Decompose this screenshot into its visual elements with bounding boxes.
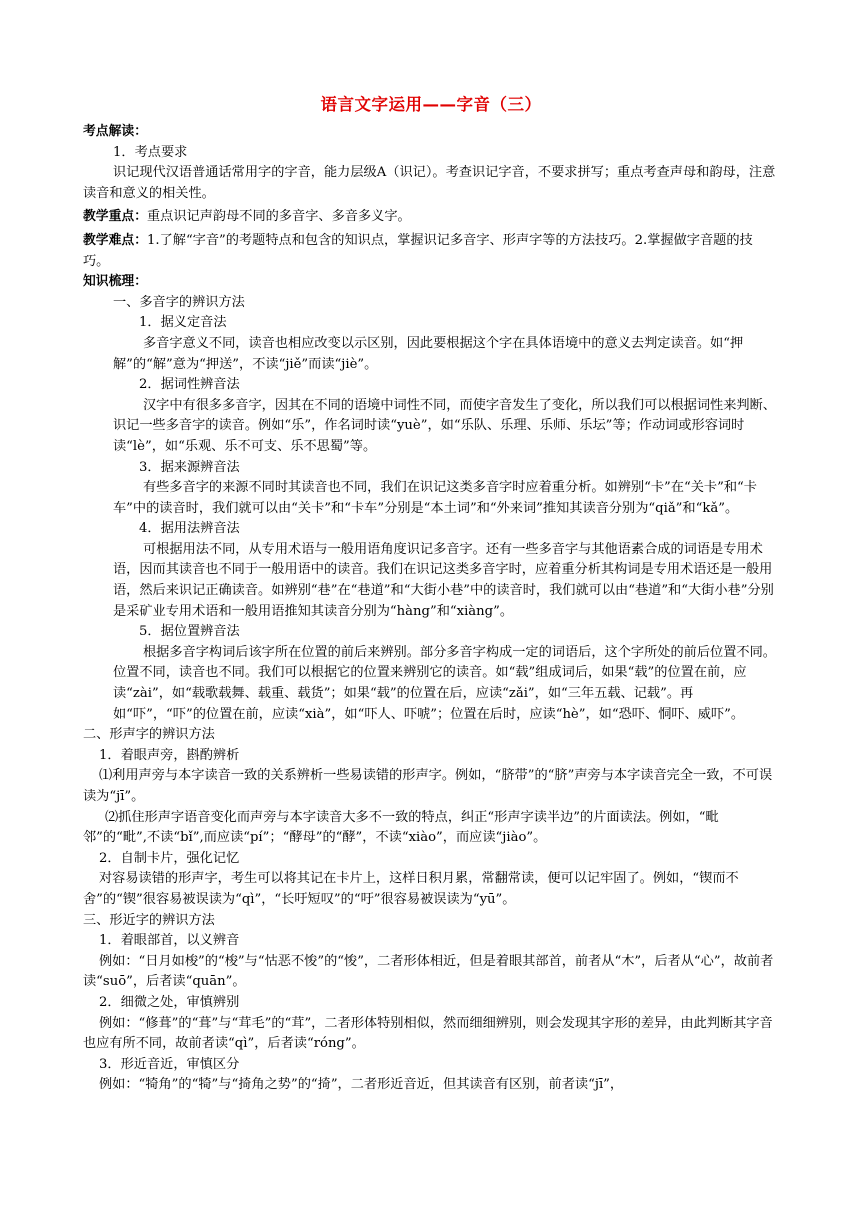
section1-m5-title: 5．据位置辨音法 xyxy=(139,624,240,640)
section3-m3-text: 例如：“犄角”的“犄”与“掎角之势”的“掎”，二者形近音近，但其读音有区别，前者读“jī”， xyxy=(99,1077,624,1093)
kaodian-item1-title: 1．考点要求 xyxy=(113,144,188,160)
document-page xyxy=(83,92,779,1096)
section3-m2-text: 例如：“修葺”的“葺”与“茸毛”的“茸”，二者形体特别相似，然而细细辨别，则会发现其字形的差异，由此判断其字音也应有所不同，故前者读“qì”，后者读“róng”。 xyxy=(83,1015,773,1052)
section3-m1-text: 例如：“日月如梭”的“梭”与“怙恶不悛”的“悛”，二者形体相近，但是着眼其部首，前者从“木”，后者从“心”，故前者读“suō”，后者读“quān”。 xyxy=(83,953,774,990)
nandian-label: 教学难点： xyxy=(83,232,147,248)
section2-m2-text: 对容易读错的形声字，考生可以将其记在卡片上，这样日积月累，常翻常读，便可以记牢固了。例如，“锲而不舍”的“锲”很容易被误读为“qì”，“长吁短叹”的“吁”很容易被误读为“yū”。 xyxy=(83,871,739,907)
zhongdian-label: 教学重点： xyxy=(83,209,147,225)
section1-m3-text: 有些多音字的来源不同时其读音也不同，我们在识记这类多音字时应着重分析。如辨别“卡”在“关卡”和“卡车”中的读音时，我们就可以由“关卡”和“卡车”分别是“本土词”和“外来词”推知其读音分别为“qiǎ”和“kǎ”。 xyxy=(113,480,757,516)
kaodian-item1-text: 识记现代汉语普通话常用字的字音，能力层级A（识记）。考查识记字音，不要求拼写；重点考查声母和韵母，注意读音和意义的相关性。 xyxy=(83,165,776,201)
nandian-text: 1.了解“字音”的考题特点和包含的知识点，掌握识记多音字、形声字等的方法技巧。2.掌握做字音题的技巧。 xyxy=(83,232,753,269)
section2-m1-b: ⑵抓住形声字语音变化而声旁与本字读音大多不一致的特点，纠正“形声字读半边”的片面读法。例如，“毗邻”的“毗”,不读“bǐ”,而应读“pí”；“酵母”的“酵”，不读“xiào”，而应读“jiào”。 xyxy=(83,809,719,846)
section3-m3-title: 3．形近音近，审慎区分 xyxy=(99,1056,240,1072)
page-title: 语言文字运用——字音（三） xyxy=(320,95,542,114)
shuli-heading xyxy=(83,272,779,293)
zhongdian-paragraph xyxy=(83,207,779,228)
section1-m2-text: 汉字中有很多多音字，因其在不同的语境中词性不同，而使字音发生了变化，所以我们可以根据词性来判断、识记一些多音字的读音。例如“乐”，作名词时读“yuè”，如“乐队、乐理、乐师、乐坛”等；作动词或形容词时读“lè”，如“乐观、乐不可支、乐不思蜀”等。 xyxy=(113,397,776,454)
section1-m1-title: 1．据义定音法 xyxy=(139,315,227,331)
nandian-paragraph xyxy=(83,231,779,272)
kaodian-heading xyxy=(83,122,779,143)
section1-m3-title: 3．据来源辨音法 xyxy=(139,459,240,475)
section2-heading: 二、形声字的辨识方法 xyxy=(83,727,215,743)
section1-m5-text: 根据多音字构词后该字所在位置的前后来辨别。部分多音字构成一定的词语后，这个字所处的前后位置不同。位置不同，读音也不同。我们可以根据它的位置来辨别它的读音。如“载”组成词后，如果“载”的位置在前，应读“zài”，如“载歌载舞、载重、载货”；如果“载”的位置在后，应读“zǎi”，如“三年五载、记载”。再如“吓”，“吓”的位置在前，应读“xià”，如“吓人、吓唬”；位置在后时，应读“hè”，如“恐吓、恫吓、威吓”。 xyxy=(113,644,776,722)
section3-m2-title: 2．细微之处，审慎辨别 xyxy=(99,994,240,1010)
section1-m4-text: 可根据用法不同，从专用术语与一般用语角度识记多音字。还有一些多音字与其他语素合成的词语是专用术语，因而其读音也不同于一般用语中的读音。我们在识记这类多音字时，应着重分析其构词是专用术语还是一般用语，然后来识记正确读音。如辨别“巷”在“巷道”和“大街小巷”中的读音时，我们就可以由“巷道”和“大街小巷”分别是采矿业专用术语和一般用语推知其读音分别为“hàng”和“xiàng”。 xyxy=(113,541,774,619)
section2-m2-title: 2．自制卡片，强化记忆 xyxy=(99,850,240,866)
section2-m1-title: 1．着眼声旁，斟酌辨析 xyxy=(99,747,240,763)
section2-m1-a: ⑴利用声旁与本字读音一致的关系辨析一些易读错的形声字。例如，“脐带”的“脐”声旁与本字读音完全一致，不可误读为“jī”。 xyxy=(83,768,773,804)
section1-m4-title: 4．据用法辨音法 xyxy=(139,521,240,537)
kaodian-label: 考点解读： xyxy=(83,124,147,139)
section3-m1-title: 1．着眼部首，以义辨音 xyxy=(99,933,240,949)
section1-heading: 一、多音字的辨识方法 xyxy=(113,294,245,310)
shuli-label: 知识梳理： xyxy=(83,274,147,290)
zhongdian-text: 重点识记声韵母不同的多音字、多音多义字。 xyxy=(146,209,411,225)
section3-heading: 三、形近字的辨识方法 xyxy=(83,912,215,928)
section1-m2-title: 2．据词性辨音法 xyxy=(139,377,240,393)
section1-m1-text: 多音字意义不同，读音也相应改变以示区别，因此要根据这个字在具体语境中的意义去判定读音。如“押解”的“解”意为“押送”，不读“jiě”而读“jiè”。 xyxy=(113,335,744,372)
